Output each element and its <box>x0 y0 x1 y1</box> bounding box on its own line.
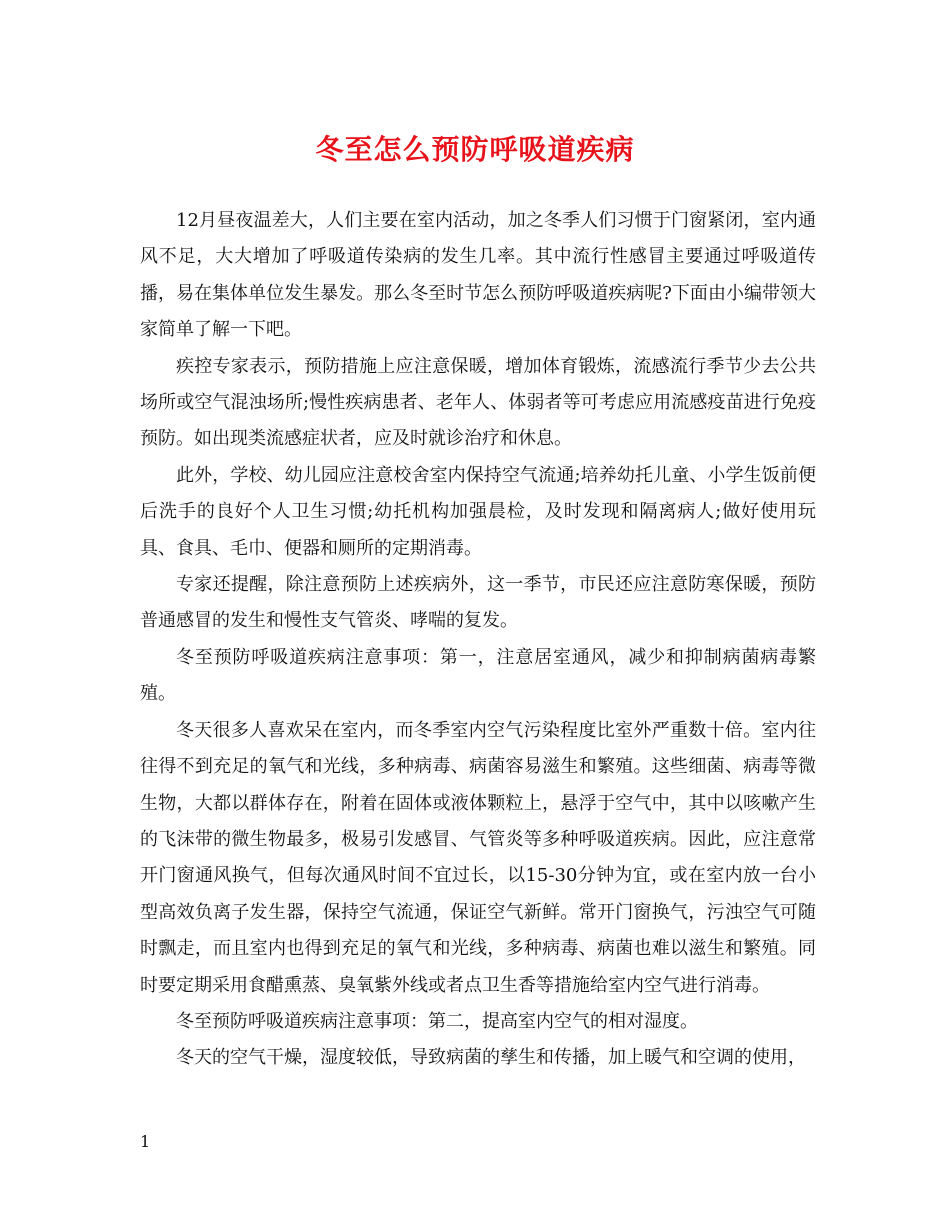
paragraph-8: 冬天的空气干燥，湿度较低，导致病菌的孳生和传播，加上暖气和空调的使用， <box>176 1047 806 1069</box>
paragraph-7: 冬至预防呼吸道疾病注意事项：第二，提高室内空气的相对湿度。 <box>176 1010 698 1032</box>
paragraph-6: 冬天很多人喜欢呆在室内，而冬季室内空气污染程度比室外严重数十倍。室内往往得不到充足的氧气和光线，多种病毒、病菌容易滋生和繁殖。这些细菌、病毒等微生物，大都以群体存在，附着在固体或液体颗粒上，悬浮于空气中，其中以咳嗽产生的飞沫带的微生物最多，极易引发感冒、气管炎等多种呼吸道疾病。因此，应注意常开门窗通风换气，但每次通风时间不宜过长，以15-30分钟为宜，或在室内放一台小型高效负离子发生器，保持空气流通，保证空气新鲜。常开门窗换气，污浊空气可随时飘走，而且室内也得到充足的氧气和光线，多种病毒、病菌也难以滋生和繁殖。同时要定期采用食醋熏蒸、臭氧紫外线或者点卫生香等措施给室内空气进行消毒。 <box>140 719 816 996</box>
paragraph-1: 12月昼夜温差大，人们主要在室内活动，加之冬季人们习惯于门窗紧闭，室内通风不足，大大增加了呼吸道传染病的发生几率。其中流行性感冒主要通过呼吸道传播，易在集体单位发生暴发。那么冬至时节怎么预防呼吸道疾病呢?下面由小编带领大家简单了解一下吧。 <box>140 210 816 341</box>
page-number: 1 <box>140 1132 151 1151</box>
paragraph-2: 疾控专家表示，预防措施上应注意保暖，增加体育锻炼，流感流行季节少去公共场所或空气混浊场所;慢性疾病患者、老年人、体弱者等可考虑应用流感疫苗进行免疫预防。如出现类流感症状者，应及时就诊治疗和休息。 <box>140 355 816 450</box>
document-title: 冬至怎么预防呼吸道疾病 <box>315 133 635 166</box>
paragraph-3: 此外，学校、幼儿园应注意校舍室内保持空气流通;培养幼托儿童、小学生饭前便后洗手的良好个人卫生习惯;幼托机构加强晨检，及时发现和隔离病人;做好使用玩具、食具、毛巾、便器和厕所的定期消毒。 <box>140 464 816 559</box>
document-body <box>140 203 816 1077</box>
paragraph-5: 冬至预防呼吸道疾病注意事项：第一，注意居室通风，减少和抑制病菌病毒繁殖。 <box>140 646 816 705</box>
paragraph-4: 专家还提醒，除注意预防上述疾病外，这一季节，市民还应注意防寒保暖，预防普通感冒的发生和慢性支气管炎、哮喘的复发。 <box>140 574 816 632</box>
